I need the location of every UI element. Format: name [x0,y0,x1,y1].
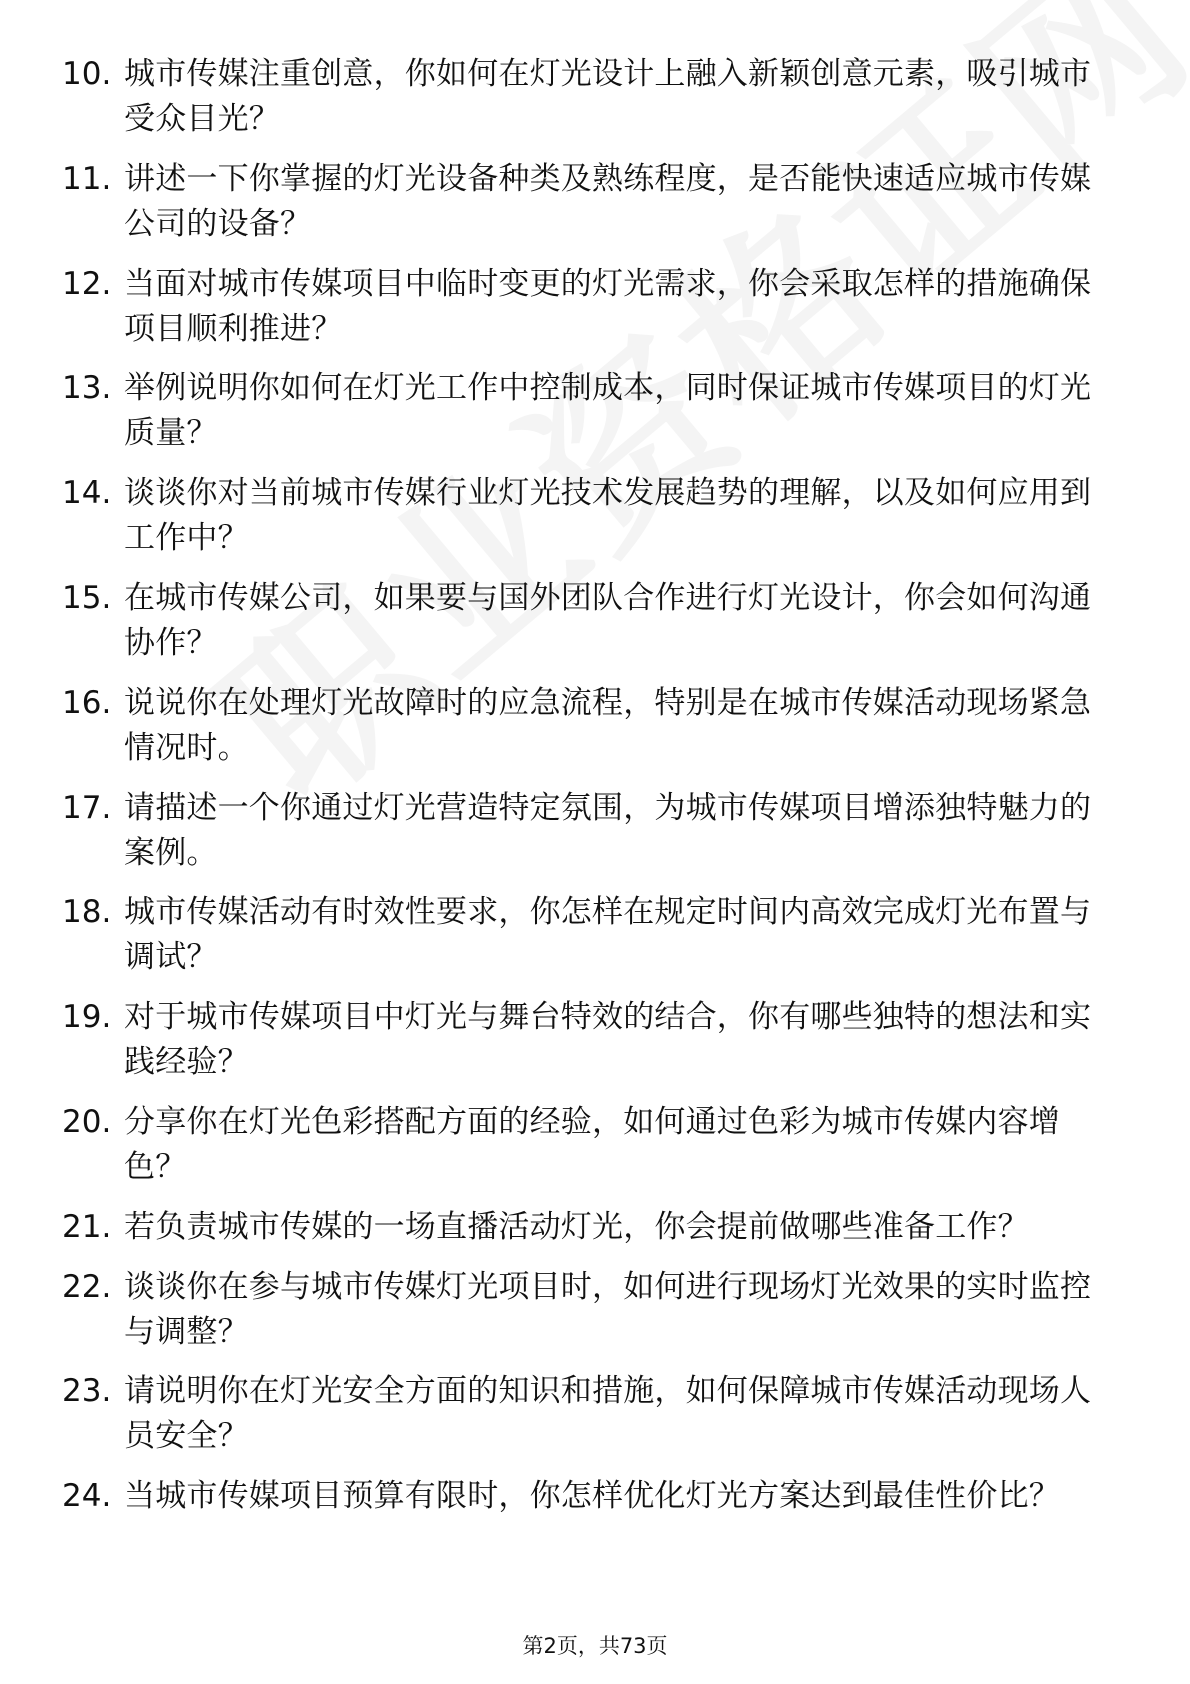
question-text: 说说你在处理灯光故障时的应急流程，特别是在城市传媒活动现场紧急情况时。 [124,684,1092,766]
question-item [0,786,1190,876]
question-number: 13. [62,370,112,407]
question-item [0,52,1190,142]
question-number: 10. [62,56,112,92]
question-number: 18. [62,894,112,931]
question-text: 请描述一个你通过灯光营造特定氛围，为城市传媒项目增添独特魅力的案例。 [124,789,1092,871]
question-text: 谈谈你在参与城市传媒灯光项目时，如何进行现场灯光效果的实时监控与调整？ [124,1268,1092,1350]
question-text: 当面对城市传媒项目中临时变更的灯光需求，你会采取怎样的措施确保项目顺利推进？ [124,265,1092,347]
question-number: 22. [62,1268,112,1305]
question-item [0,1100,1190,1190]
question-list [0,52,1190,1534]
question-item [0,262,1190,352]
question-number: 12. [62,265,112,302]
question-number: 11. [62,160,112,197]
question-item [0,681,1190,771]
question-number: 15. [62,579,112,616]
question-number: 21. [62,1208,112,1245]
question-item [0,890,1190,980]
page-footer: 第2页，共73页 [522,1634,668,1658]
question-text: 分享你在灯光色彩搭配方面的经验，如何通过色彩为城市传媒内容增色？ [124,1103,1060,1185]
question-text: 对于城市传媒项目中灯光与舞台特效的结合，你有哪些独特的想法和实践经验？ [124,999,1092,1081]
question-item [0,1205,1190,1250]
question-item [0,1369,1190,1459]
question-text: 请说明你在灯光安全方面的知识和措施，如何保障城市传媒活动现场人员安全？ [124,1373,1092,1455]
question-item [0,995,1190,1085]
question-item [0,576,1190,666]
question-number: 14. [62,475,112,512]
question-text: 城市传媒注重创意，你如何在灯光设计上融入新颖创意元素，吸引城市受众目光？ [124,56,1092,137]
question-number: 16. [62,684,112,721]
question-item [0,1265,1190,1355]
question-text: 当城市传媒项目预算有限时，你怎样优化灯光方案达到最佳性价比？ [124,1478,1060,1515]
question-number: 20. [62,1103,112,1140]
question-number: 17. [62,789,112,826]
question-text: 讲述一下你掌握的灯光设备种类及熟练程度，是否能快速适应城市传媒公司的设备？ [124,160,1092,242]
question-item [0,157,1190,247]
question-text: 若负责城市传媒的一场直播活动灯光，你会提前做哪些准备工作？ [124,1208,1029,1245]
question-text: 城市传媒活动有时效性要求，你怎样在规定时间内高效完成灯光布置与调试？ [124,894,1092,976]
question-number: 19. [62,999,112,1036]
question-text: 举例说明你如何在灯光工作中控制成本，同时保证城市传媒项目的灯光质量？ [124,370,1092,452]
question-text: 谈谈你对当前城市传媒行业灯光技术发展趋势的理解，以及如何应用到工作中？ [124,475,1092,557]
question-item [0,1474,1190,1519]
question-number: 24. [62,1478,112,1515]
question-text: 在城市传媒公司，如果要与国外团队合作进行灯光设计，你会如何沟通协作？ [124,579,1092,661]
question-item [0,366,1190,456]
question-number: 23. [62,1373,112,1410]
question-item [0,471,1190,561]
